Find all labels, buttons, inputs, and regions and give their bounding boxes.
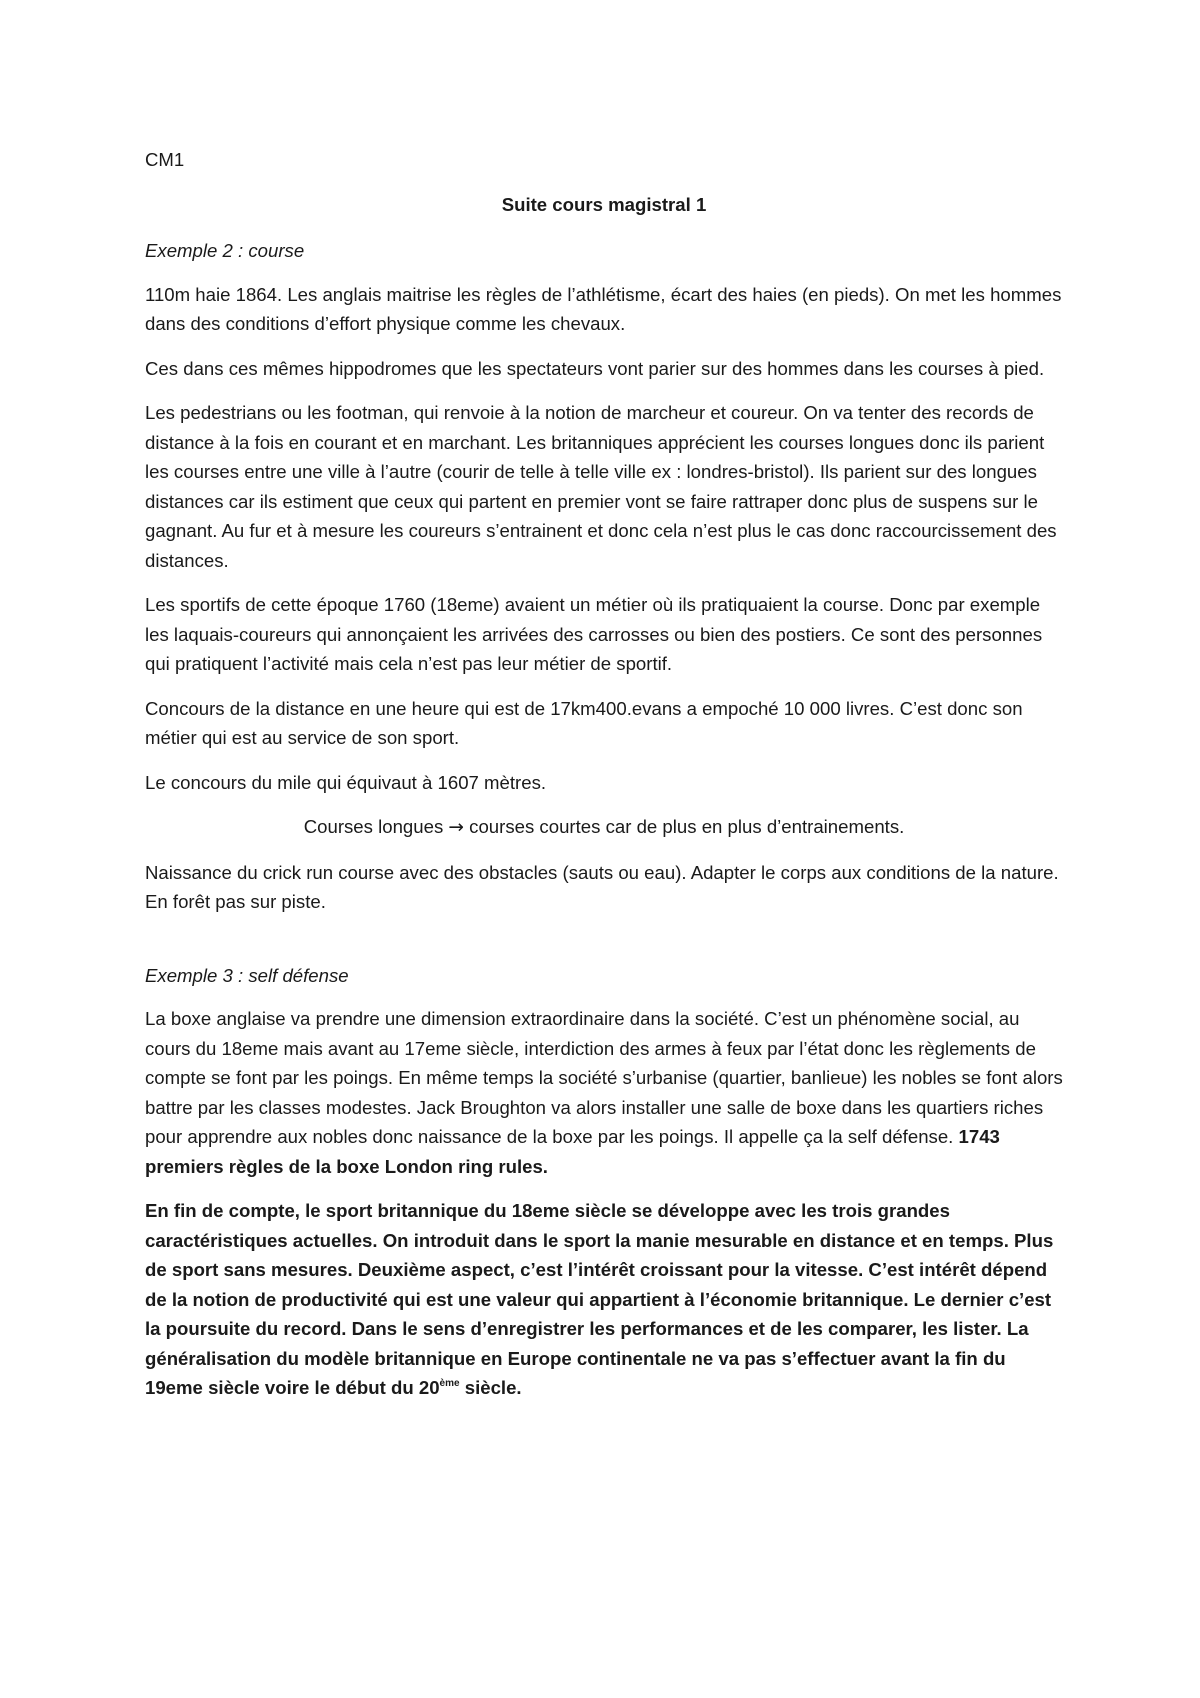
paragraph-pedestrians: Les pedestrians ou les footman, qui renvoie à la notion de marcheur et coureur. On va tenter des records de distance à la fois en courant et en marchant. Les britanniques apprécient les courses longues donc ils parient les courses entre une ville à l’autre (courir de telle à telle ville ex : londres-bristol). Ils parient sur des longues distances car ils estiment que ceux qui partent en premier vont se faire rattraper donc plus de suspens sur le gagnant. Au fur et à mesure les coureurs s’entrainent et donc cela n’est plus le cas donc raccourcissement des distances. [145,402,1057,571]
paragraph-crick-run: Naissance du crick run course avec des obstacles (sauts ou eau). Adapter le corps aux conditions de la nature. En forêt pas sur piste. [145,861,1059,912]
conclusion-superscript: ème [439,1378,460,1389]
section-heading-self-defense: Exemple 3 : self défense [145,964,349,986]
paragraph-hurdles: 110m haie 1864. Les anglais maitrise les règles de l’athlétisme, écart des haies (en pieds). On met les hommes dans des conditions d’effort physique comme les chevaux. [145,283,1062,334]
boxing-rules-highlight: 1743 premiers règles de la boxe London ring rules. [145,1126,1000,1177]
summary-after-arrow: courses courtes car de plus en plus d’entrainements. [464,816,905,837]
right-arrow-icon: → [448,817,464,838]
summary-before-arrow: Courses longues [303,816,449,837]
document-body [145,145,1063,1418]
paragraph-hippodromes: Ces dans ces mêmes hippodromes que les spectateurs vont parier sur des hommes dans les courses à pied. [145,357,1045,379]
conclusion-end: siècle. [459,1377,522,1398]
conclusion-text: En fin de compte, le sport britannique du 18eme siècle se développe avec les trois grandes caractéristiques actuelles. On introduit dans le sport la manie mesurable en distance et en temps. Plus de sport sans mesures. Deuxième aspect, c’est l’intérêt croissant pour la vitesse. C’est intérêt dépend de la notion de productivité qui est une valeur qui appartient à l’économie britannique. Le dernier c’est la poursuite du record. Dans le sens d’enregistrer les performances et de les comparer, les lister. La généralisation du modèle britannique en Europe continentale ne va pas s’effectuer avant la fin du 19eme siècle voire le début du 20 [145,1200,1054,1398]
section-heading-course: Exemple 2 : course [145,240,305,261]
paragraph-mile-contest: Le concours du mile qui équivaut à 1607 mètres. [145,771,547,793]
course-code-label: CM1 [145,149,185,170]
document-title: Suite cours magistral 1 [501,193,707,215]
paragraph-conclusion [145,1196,1063,1403]
paragraph-sportsmen-jobs: Les sportifs de cette époque 1760 (18eme) avaient un métier où ils pratiquaient la course. Donc par exemple les laquais-coureurs qui annonçaient les arrivées des carrosses ou bien des postiers. Ce sont des personnes qui pratiquent l’activité mais cela n’est pas leur métier de sportif. [145,594,1043,674]
paragraph-boxing [145,1004,1063,1181]
paragraph-one-hour-contest: Concours de la distance en une heure qui est de 17km400.evans a empoché 10 000 livres. C’est donc son métier qui est au service de son sport. [145,697,1023,748]
centered-summary-line [145,812,1063,843]
boxing-text: La boxe anglaise va prendre une dimension extraordinaire dans la société. C’est un phénomène social, au cours du 18eme mais avant au 17eme siècle, interdiction des armes à feux par l’état donc les règlements de compte se font par les poings. En même temps la société s’urbanise (quartier, banlieue) les nobles se font alors battre par les classes modestes. Jack Broughton va alors installer une salle de boxe dans les quartiers riches pour apprendre aux nobles donc naissance de la boxe par les poings. Il appelle ça la self défense. [145,1008,1063,1147]
